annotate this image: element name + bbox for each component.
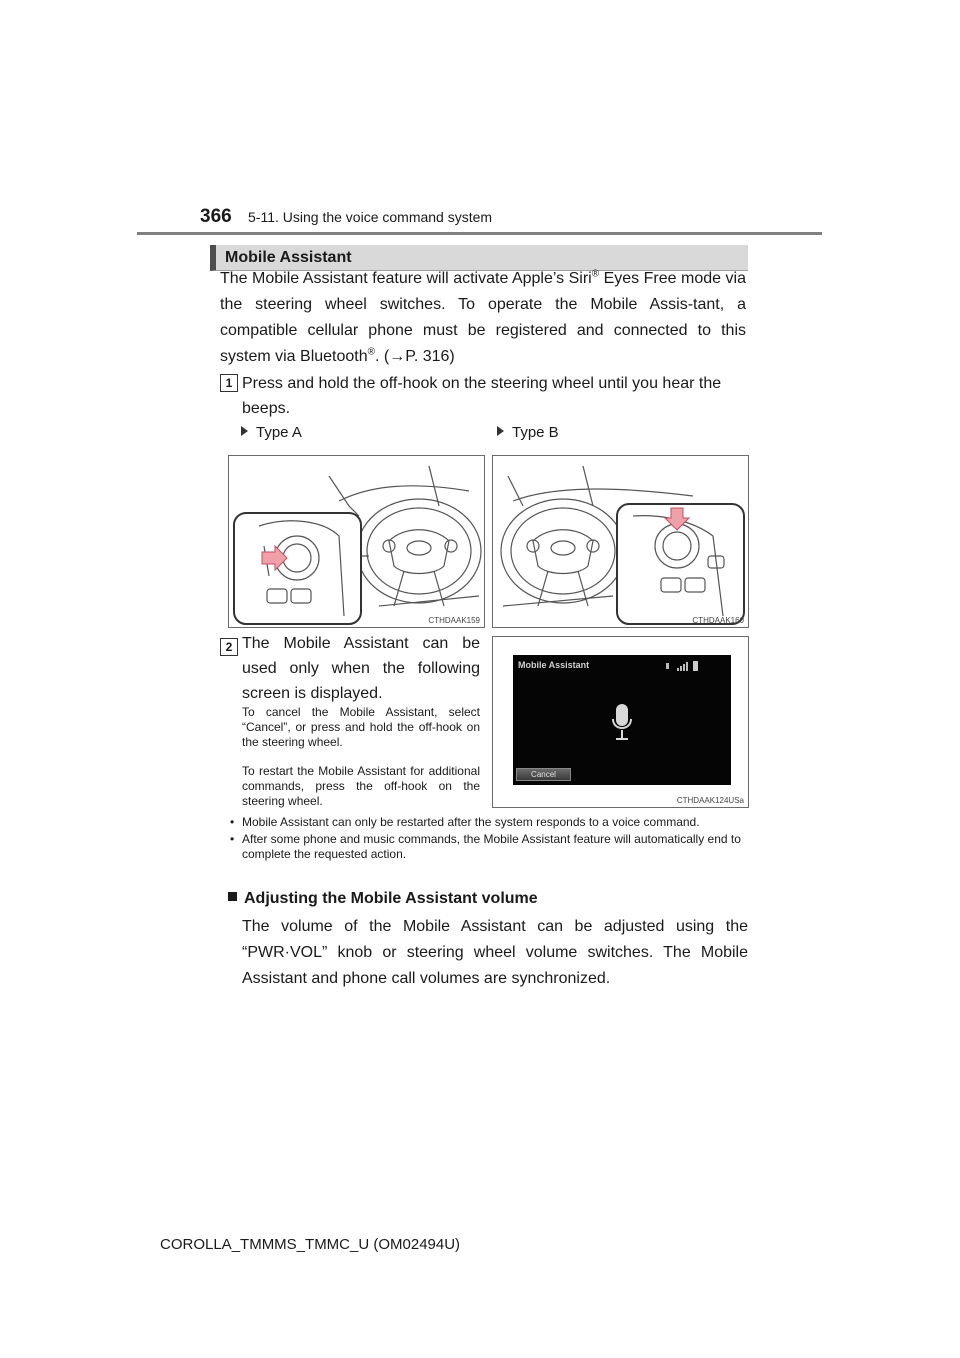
battery-icon	[693, 661, 698, 671]
section-title: 5-11. Using the voice command system	[248, 209, 493, 225]
intro-text-1: The Mobile Assistant feature will activate Apple’s Siri	[220, 270, 592, 287]
registered-mark: ®	[367, 346, 375, 358]
steering-wheel-illustration-a	[229, 456, 485, 628]
intro-text-2: Eyes Free mode via the steering wheel switches. To operate the Mobile Assis-tant, a compatible cellular phone must be registered and connected to this system via Bluetooth	[220, 270, 747, 365]
screen-title: Mobile Assistant	[518, 660, 590, 670]
intro-text-3: . (→P. 316)	[375, 348, 455, 365]
step-1-badge: 1	[220, 374, 238, 392]
mobile-assistant-screen	[513, 655, 731, 785]
section-heading: Mobile Assistant	[225, 249, 352, 266]
bluetooth-icon	[666, 663, 669, 669]
list-item: • After some phone and music commands, the Mobile Assistant feature will automatically end to complete the requested action.	[228, 832, 748, 862]
figure-type-b	[492, 455, 749, 628]
status-icons	[665, 660, 705, 672]
cancel-button[interactable]: Cancel	[516, 768, 571, 781]
microphone-icon	[611, 703, 633, 743]
type-b-label: Type B	[497, 424, 559, 441]
step-1-text: Press and hold the off-hook on the steering wheel until you hear the beeps.	[242, 375, 722, 417]
steering-wheel-illustration-b	[493, 456, 749, 628]
restart-note: To restart the Mobile Assistant for additional commands, press the off-hook on the steering wheel.	[242, 764, 480, 808]
registered-mark: ®	[591, 268, 600, 280]
page-number: 366	[200, 206, 232, 227]
square-bullet-icon	[228, 892, 237, 901]
list-item: • Mobile Assistant can only be restarted after the system responds to a voice command.	[228, 815, 748, 830]
footer-code: COROLLA_TMMMS_TMMC_U (OM02494U)	[160, 1236, 461, 1253]
step-2-text: The Mobile Assistant can be used only when the following screen is displayed.	[242, 635, 480, 702]
figure-type-a	[228, 455, 485, 628]
figure-code: CTHDAAK160	[692, 616, 744, 625]
triangle-bullet-icon	[241, 426, 248, 436]
volume-heading: Adjusting the Mobile Assistant volume	[228, 890, 538, 908]
cancel-note: To cancel the Mobile Assistant, select “Cancel”, or press and hold the off-hook on the steering wheel.	[242, 705, 480, 749]
intro-paragraph	[220, 266, 746, 370]
triangle-bullet-icon	[497, 426, 504, 436]
volume-text: The volume of the Mobile Assistant can be adjusted using the “PWR·VOL” knob or steering wheel volume switches. The Mobile Assistant and phone call volumes are synchronized.	[242, 918, 748, 987]
header-rule	[137, 232, 822, 235]
figure-code: CTHDAAK159	[428, 616, 480, 625]
figure-code: CTHDAAK124USa	[676, 796, 744, 805]
type-a-label: Type A	[241, 424, 302, 441]
signal-icon	[677, 668, 679, 671]
step-2-badge: 2	[220, 638, 238, 656]
bullet-list	[228, 815, 748, 864]
